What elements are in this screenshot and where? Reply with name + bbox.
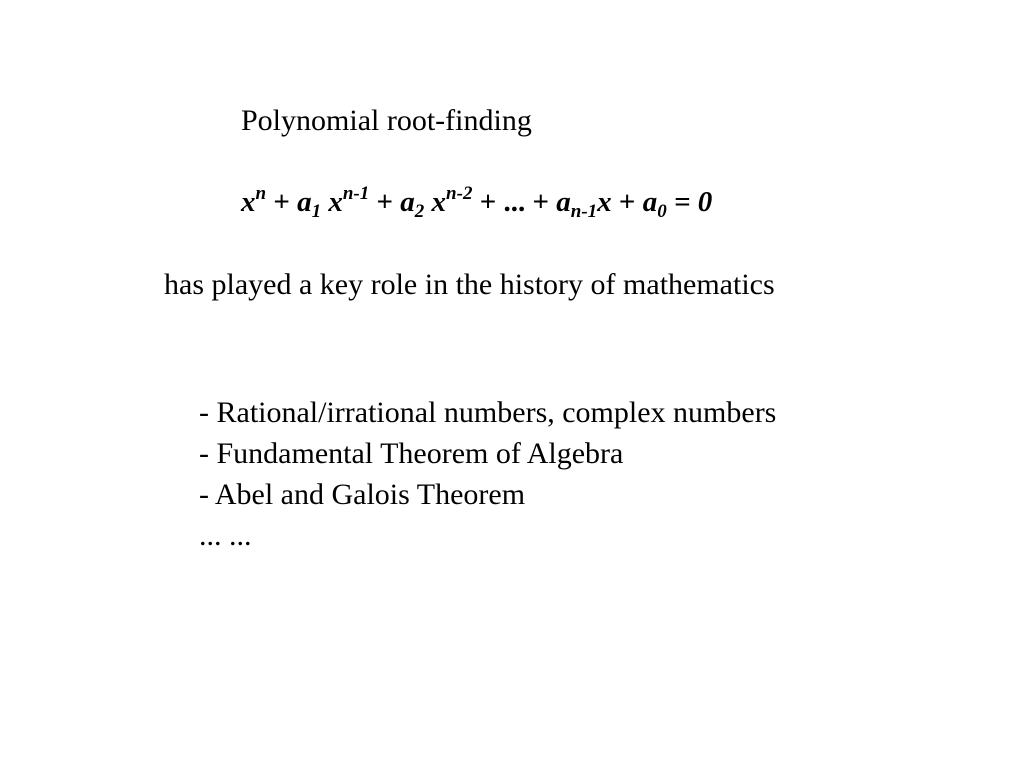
equation-exponent-n: n [255,183,267,204]
equation-equals-zero: = 0 [666,186,713,218]
equation-exponent-n-1: n-1 [342,183,370,204]
equation-coefficient-a0: a [642,186,658,218]
equation-subscript-1: 1 [311,201,322,222]
equation-coefficient-a1: a [297,186,312,218]
equation-x-term: x [321,186,343,218]
list-item: ... ... [199,519,252,552]
equation-plus: + [369,186,401,218]
equation-coefficient-a2: a [400,186,415,218]
equation-exponent-n-2: n-2 [446,183,473,204]
list-item: - Fundamental Theorem of Algebra [199,437,624,470]
equation-x-term: x [424,186,447,218]
statement-text: has played a key role in the history of mathematics [164,268,775,301]
equation-subscript-2: 2 [414,201,425,222]
list-item: - Abel and Galois Theorem [199,478,526,511]
equation-ellipsis: + ... + [472,186,557,218]
equation-x-term: x [241,186,256,218]
polynomial-equation [241,183,712,221]
list-item: - Rational/irrational numbers, complex numbers [199,396,777,429]
equation-coefficient-an-1: a [556,186,571,218]
bullet-list [199,392,776,556]
equation-plus: + [266,186,298,218]
equation-plus: + [611,186,643,218]
equation-subscript-n-1: n-1 [570,201,598,222]
equation-x-term: x [597,186,612,218]
slide-title: Polynomial root-finding [241,104,532,137]
equation-subscript-0: 0 [657,201,667,222]
